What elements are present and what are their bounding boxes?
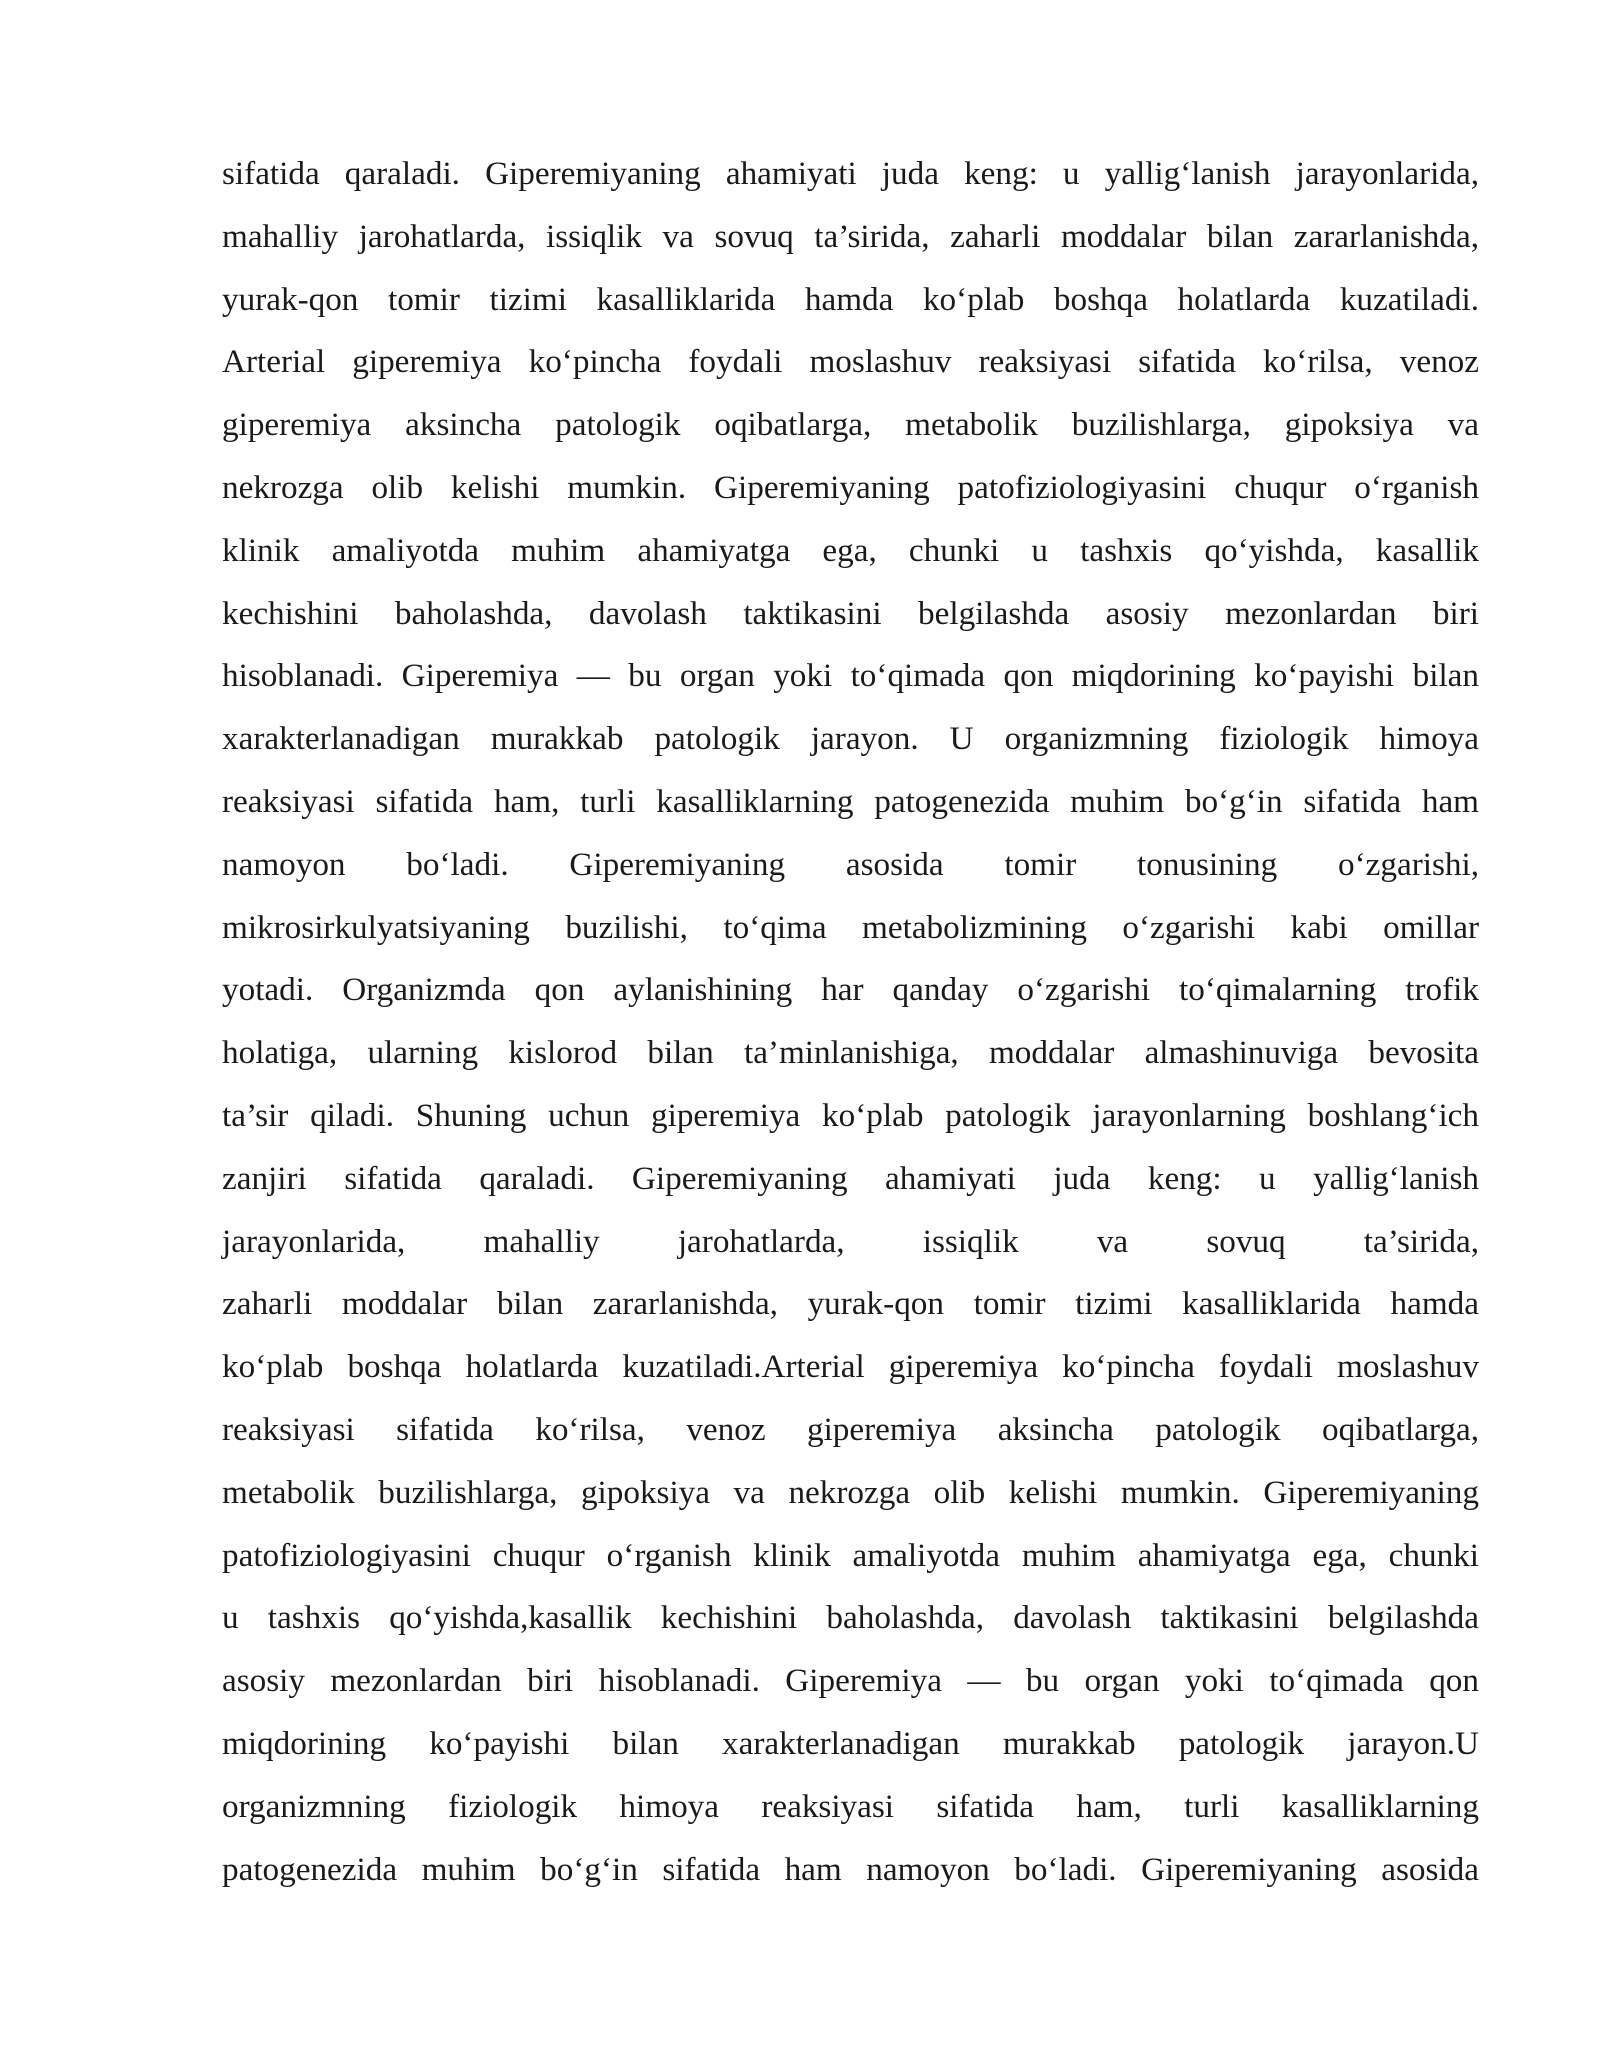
text-line: hisoblanadi. Giperemiya — bu organ yoki to‘qimada qon miqdorining ko‘payishi bilan: [222, 657, 1479, 695]
text-line: kechishini baholashda, davolash taktikasini belgilashda asosiy mezonlardan biri: [222, 594, 1479, 632]
text-line: ko‘plab boshqa holatlarda kuzatiladi.Arterial giperemiya ko‘pincha foydali moslashuv: [222, 1348, 1479, 1386]
text-line: patogenezida muhim bo‘g‘in sifatida ham namoyon bo‘ladi. Giperemiyaning asosida: [222, 1850, 1479, 1888]
text-line: asosiy mezonlardan biri hisoblanadi. Giperemiya — bu organ yoki to‘qimada qon: [222, 1662, 1479, 1700]
text-line: giperemiya aksincha patologik oqibatlarga, metabolik buzilishlarga, gipoksiya va: [222, 406, 1479, 444]
text-line: nekrozga olib kelishi mumkin. Giperemiyaning patofiziologiyasini chuqur o‘rganish: [222, 468, 1479, 506]
text-line: sifatida qaraladi. Giperemiyaning ahamiyati juda keng: u yallig‘lanish jarayonlarida,: [222, 155, 1479, 192]
text-line: zanjiri sifatida qaraladi. Giperemiyaning ahamiyati juda keng: u yallig‘lanish: [222, 1159, 1479, 1197]
text-line: Arterial giperemiya ko‘pincha foydali moslashuv reaksiyasi sifatida ko‘rilsa, venoz: [222, 343, 1479, 381]
text-line: namoyon bo‘ladi. Giperemiyaning asosida tomir tonusining o‘zgarishi,: [222, 845, 1479, 883]
text-line: ta’sir qiladi. Shuning uchun giperemiya ko‘plab patologik jarayonlarning boshlang‘ich: [222, 1096, 1479, 1134]
text-line: yurak-qon tomir tizimi kasalliklarida hamda ko‘plab boshqa holatlarda kuzatiladi.: [222, 280, 1479, 318]
text-line: zaharli moddalar bilan zararlanishda, yurak-qon tomir tizimi kasalliklarida hamda: [222, 1285, 1479, 1323]
text-line: u tashxis qo‘yishda,kasallik kechishini baholashda, davolash taktikasini belgilashda: [222, 1599, 1479, 1637]
text-line: miqdorining ko‘payishi bilan xarakterlanadigan murakkab patologik jarayon.U: [222, 1724, 1479, 1762]
text-line: mahalliy jarohatlarda, issiqlik va sovuq ta’sirida, zaharli moddalar bilan zararlanishda,: [222, 217, 1479, 255]
text-line: organizmning fiziologik himoya reaksiyasi sifatida ham, turli kasalliklarning: [222, 1787, 1479, 1825]
text-line: holatiga, ularning kislorod bilan ta’minlanishiga, moddalar almashinuviga bevosita: [222, 1034, 1479, 1072]
text-line: xarakterlanadigan murakkab patologik jarayon. U organizmning fiziologik himoya: [222, 720, 1479, 758]
text-line: jarayonlarida, mahalliy jarohatlarda, issiqlik va sovuq ta’sirida,: [222, 1222, 1479, 1260]
text-line: reaksiyasi sifatida ham, turli kasalliklarning patogenezida muhim bo‘g‘in sifatida ham: [222, 782, 1479, 820]
text-line: metabolik buzilishlarga, gipoksiya va nekrozga olib kelishi mumkin. Giperemiyaning: [222, 1473, 1479, 1511]
text-line: mikrosirkulyatsiyaning buzilishi, to‘qima metabolizmining o‘zgarishi kabi omillar: [222, 908, 1479, 946]
text-line: reaksiyasi sifatida ko‘rilsa, venoz giperemiya aksincha patologik oqibatlarga,: [222, 1410, 1479, 1448]
text-line: yotadi. Organizmda qon aylanishining har qanday o‘zgarishi to‘qimalarning trofik: [222, 971, 1479, 1009]
text-line: klinik amaliyotda muhim ahamiyatga ega, chunki u tashxis qo‘yishda, kasallik: [222, 531, 1479, 569]
body-text: [222, 143, 1479, 1901]
text-line: patofiziologiyasini chuqur o‘rganish klinik amaliyotda muhim ahamiyatga ega, chunki: [222, 1536, 1479, 1574]
